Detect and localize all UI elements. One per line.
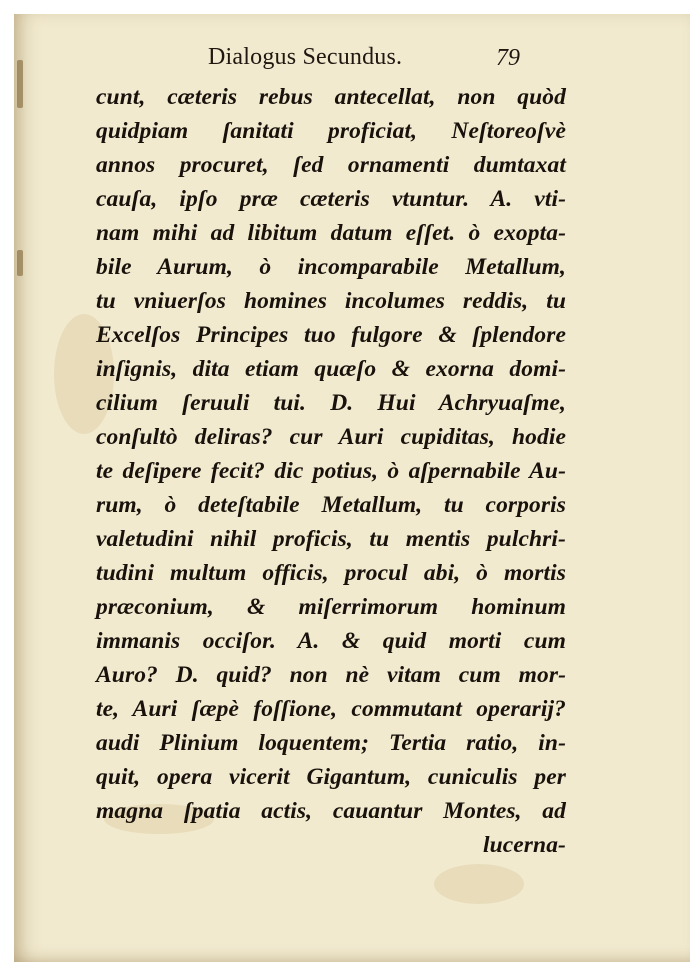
text-line: te, Auri ſæpè foſſione, commutant operarij? <box>96 696 566 722</box>
text-line: præconium, & miſerrimorum hominum <box>96 594 566 620</box>
text-line: immanis occiſor. A. & quid morti cum <box>96 628 566 654</box>
text-line: cauſa, ipſo præ cæteris vtuntur. A. vti- <box>96 186 566 212</box>
text-line: audi Plinium loquentem; Tertia ratio, in- <box>96 730 566 756</box>
text-line: te deſipere fecit? dic potius, ò aſpernabile Au- <box>96 458 566 484</box>
text-line: valetudini nihil proficis, tu mentis pulchri- <box>96 526 566 552</box>
text-line: inſignis, dita etiam quæſo & exorna domi- <box>96 356 566 382</box>
text-line: bile Aurum, ò incomparabile Metallum, <box>96 254 566 280</box>
text-line: Excelſos Principes tuo fulgore & ſplendore <box>96 322 566 348</box>
text-line: annos procuret, ſed ornamenti dumtaxat <box>96 152 566 178</box>
running-head: Dialogus Secundus. <box>208 44 403 70</box>
text-line: cilium ſeruuli tui. D. Hui Achryuaſme, <box>96 390 566 416</box>
paper-stain <box>434 864 524 904</box>
text-line: conſultò deliras? cur Auri cupiditas, hodie <box>96 424 566 450</box>
text-line: quidpiam ſanitati proficiat, Neſtoreoſvè <box>96 118 566 144</box>
text-line: rum, ò deteſtabile Metallum, tu corporis <box>96 492 566 518</box>
text-line: tu vniuerſos homines incolumes reddis, tu <box>96 288 566 314</box>
binding-edge-mark <box>17 250 23 276</box>
page-header <box>0 44 690 78</box>
text-line: quit, opera vicerit Gigantum, cuniculis per <box>96 764 566 790</box>
catchword: lucerna- <box>482 832 566 858</box>
text-line: nam mihi ad libitum datum eſſet. ò exopta- <box>96 220 566 246</box>
text-line: magna ſpatia actis, cauantur Montes, ad <box>96 798 566 824</box>
text-line: tudini multum officis, procul abi, ò mortis <box>96 560 566 586</box>
text-line: cunt, cæteris rebus antecellat, non quòd <box>96 84 566 110</box>
text-line: Auro? D. quid? non nè vitam cum mor- <box>96 662 566 688</box>
body-text <box>96 80 566 862</box>
page-number: 79 <box>496 45 520 71</box>
